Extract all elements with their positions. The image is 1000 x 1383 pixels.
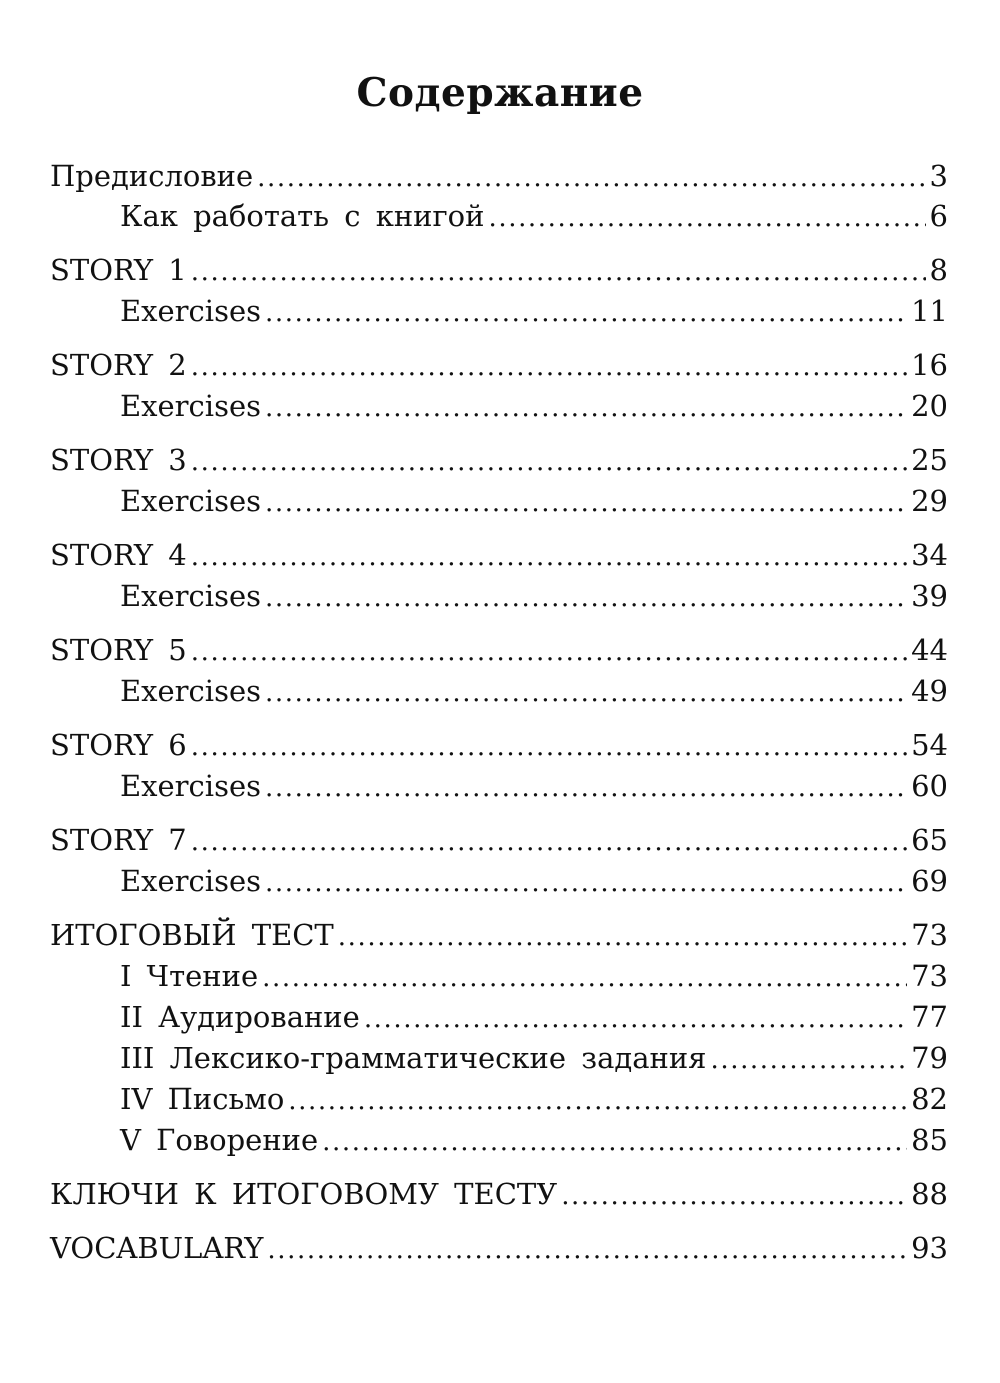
toc-dot-leader — [191, 727, 907, 767]
toc-entry — [120, 1120, 948, 1160]
toc-dot-leader — [191, 822, 907, 862]
toc-entry-label: Exercises — [120, 579, 261, 613]
toc-entry — [50, 915, 948, 955]
toc-entry-page-number: 54 — [911, 728, 948, 762]
toc-entry — [120, 481, 948, 521]
toc-entry-label: STORY 4 — [50, 538, 187, 572]
toc-entry — [50, 535, 948, 575]
toc-entry-label: Предисловие — [50, 159, 254, 193]
toc-entry-label: V Говорение — [120, 1123, 319, 1157]
toc-entry-page-number: 20 — [911, 389, 948, 423]
toc-entry-label: Exercises — [120, 769, 261, 803]
toc-entry-label: ИТОГОВЫЙ ТЕСТ — [50, 918, 334, 952]
toc-dot-leader — [257, 158, 925, 198]
toc-entry — [120, 1038, 948, 1078]
toc-dot-leader — [191, 347, 907, 387]
toc-entry-label: III Лексико-грамматические задания — [120, 1041, 707, 1075]
toc-entry — [120, 291, 948, 331]
toc-entry-page-number: 88 — [911, 1177, 948, 1211]
toc-entry-page-number: 79 — [911, 1041, 948, 1075]
toc-entry-label: II Аудирование — [120, 1000, 360, 1034]
toc-entry-label: Exercises — [120, 484, 261, 518]
toc-dot-leader — [265, 578, 907, 618]
toc-dot-leader — [265, 673, 907, 713]
toc-entry-label: VOCABULARY — [50, 1231, 264, 1265]
toc-dot-leader — [488, 198, 925, 238]
toc-entry-label: IV Письмо — [120, 1082, 285, 1116]
toc-entry-label: Exercises — [120, 674, 261, 708]
toc-entry — [50, 250, 948, 290]
toc-entry-page-number: 44 — [911, 633, 948, 667]
toc-entry-label: STORY 2 — [50, 348, 187, 382]
toc-dot-leader — [191, 537, 907, 577]
toc-entry-page-number: 39 — [911, 579, 948, 613]
toc-entry — [120, 997, 948, 1037]
toc-dot-leader — [265, 293, 907, 333]
toc-entry-page-number: 73 — [911, 918, 948, 952]
toc-dot-leader — [288, 1081, 907, 1121]
toc-entry-page-number: 8 — [929, 253, 948, 287]
toc-dot-leader — [265, 483, 907, 523]
toc-entry-label: STORY 3 — [50, 443, 187, 477]
toc-entry — [50, 725, 948, 765]
toc-entry — [120, 671, 948, 711]
toc-dot-leader — [265, 768, 907, 808]
toc-entry-page-number: 73 — [911, 959, 948, 993]
toc-entry-page-number: 85 — [911, 1123, 948, 1157]
toc-dot-leader — [191, 252, 926, 292]
toc-entry-page-number: 77 — [911, 1000, 948, 1034]
toc-entry-page-number: 69 — [911, 864, 948, 898]
toc-entry-label: Как работать с книгой — [120, 199, 485, 233]
toc-entry — [120, 196, 948, 236]
toc-dot-leader — [265, 388, 907, 428]
toc-entry — [50, 345, 948, 385]
toc-entry-page-number: 3 — [929, 159, 948, 193]
toc-dot-leader — [338, 917, 907, 957]
toc-dot-leader — [710, 1040, 907, 1080]
toc-entry-page-number: 93 — [911, 1231, 948, 1265]
toc-dot-leader — [267, 1230, 907, 1270]
toc-dot-leader — [364, 999, 907, 1039]
toc-entry — [50, 630, 948, 670]
toc-entry-page-number: 16 — [911, 348, 948, 382]
toc-entry-page-number: 60 — [911, 769, 948, 803]
toc-entry-label: Exercises — [120, 294, 261, 328]
toc-entry-page-number: 25 — [911, 443, 948, 477]
toc-entry-page-number: 11 — [911, 294, 948, 328]
toc-entry-label: STORY 7 — [50, 823, 187, 857]
toc-entry-page-number: 65 — [911, 823, 948, 857]
toc-entry-page-number: 34 — [911, 538, 948, 572]
toc-entry — [50, 820, 948, 860]
toc-entry — [50, 440, 948, 480]
toc-entry — [50, 156, 948, 196]
toc-entry-label: Exercises — [120, 389, 261, 423]
toc-entry-page-number: 29 — [911, 484, 948, 518]
toc-entry — [120, 956, 948, 996]
toc-dot-leader — [265, 863, 907, 903]
toc-dot-leader — [322, 1122, 907, 1162]
page-title: Содержание — [356, 70, 644, 116]
toc-entry — [120, 1079, 948, 1119]
toc-entry — [120, 386, 948, 426]
toc-entry-label: STORY 1 — [50, 253, 187, 287]
toc-entry-label: I Чтение — [120, 959, 259, 993]
toc-entry-page-number: 49 — [911, 674, 948, 708]
toc-entry — [50, 1228, 948, 1268]
toc-entry — [120, 861, 948, 901]
toc-entry — [120, 766, 948, 806]
toc-entry-label: STORY 5 — [50, 633, 187, 667]
toc-entry-label: STORY 6 — [50, 728, 187, 762]
toc-dot-leader — [191, 442, 907, 482]
toc-entry — [50, 1174, 948, 1214]
toc-dot-leader — [561, 1176, 907, 1216]
toc-entry-label: Exercises — [120, 864, 261, 898]
toc-dot-leader — [262, 958, 907, 998]
toc-entry-page-number: 82 — [911, 1082, 948, 1116]
toc-entry-label: КЛЮЧИ К ИТОГОВОМУ ТЕСТУ — [50, 1177, 558, 1211]
toc-entry-page-number: 6 — [929, 199, 948, 233]
toc-dot-leader — [191, 632, 907, 672]
toc-entry — [120, 576, 948, 616]
